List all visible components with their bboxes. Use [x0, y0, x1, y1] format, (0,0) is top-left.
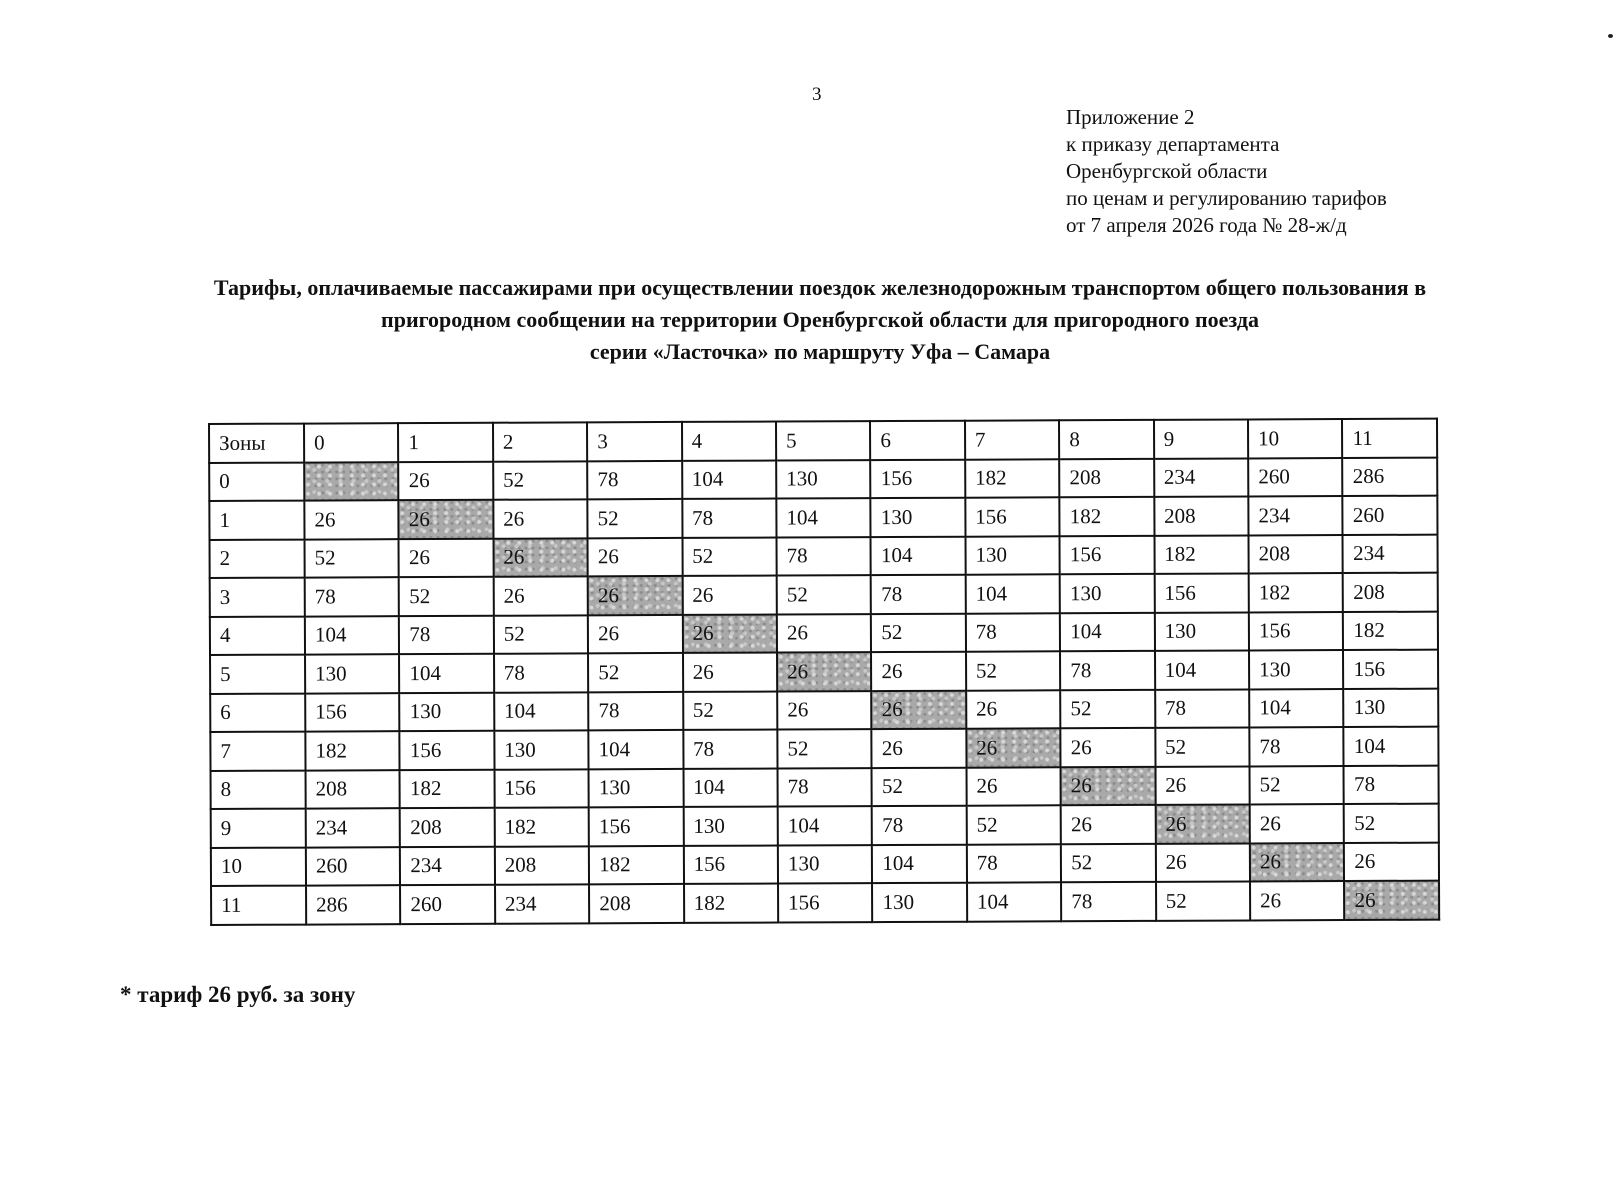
tariff-cell: 130 [400, 692, 495, 731]
tariff-cell: 130 [1060, 574, 1155, 613]
tariff-cell: 26 [777, 614, 872, 653]
title-line: серии «Ласточка» по маршруту Уфа – Самара [589, 339, 1051, 364]
tariff-cell: 130 [305, 654, 400, 693]
zone-label-cell: 2 [210, 539, 305, 578]
table-row [210, 688, 1438, 732]
tariff-cell: 156 [400, 731, 495, 770]
tariff-cell: 78 [683, 730, 778, 769]
tariff-table [208, 418, 1440, 926]
table-header-cell: 11 [1342, 419, 1437, 458]
table-row [210, 727, 1438, 771]
tariff-cell: 260 [1343, 496, 1438, 535]
table-header-cell: 10 [1248, 419, 1343, 458]
tariff-cell: 208 [589, 884, 684, 923]
tariff-cell: 130 [1249, 650, 1344, 689]
table-row [211, 842, 1439, 886]
tariff-cell: 78 [1155, 689, 1250, 728]
tariff-cell: 156 [778, 883, 873, 922]
tariff-cell: 26 [966, 690, 1061, 729]
tariff-cell [304, 462, 399, 501]
appendix-line: Приложение 2 [1066, 105, 1195, 129]
tariff-cell: 104 [1344, 727, 1439, 766]
tariff-cell: 78 [399, 615, 494, 654]
tariff-cell: 130 [778, 845, 873, 884]
document-title [140, 272, 1500, 368]
tariff-cell: 104 [1155, 650, 1250, 689]
tariff-cell: 26 [493, 538, 588, 577]
zone-label-cell: 9 [211, 809, 306, 848]
tariff-cell: 260 [1248, 458, 1343, 497]
tariff-cell: 130 [965, 536, 1060, 575]
tariff-cell: 156 [1060, 535, 1155, 574]
zone-label-cell: 6 [210, 693, 305, 732]
tariff-cell: 208 [1059, 458, 1154, 497]
tariff-cell: 208 [306, 770, 401, 809]
tariff-cell: 156 [1249, 612, 1344, 651]
tariff-cell: 260 [306, 847, 401, 886]
table-header-cell: Зоны [209, 424, 304, 463]
tariff-cell: 26 [683, 653, 778, 692]
tariff-cell: 104 [966, 574, 1061, 613]
tariff-cell: 182 [1249, 573, 1344, 612]
tariff-cell: 52 [1060, 689, 1155, 728]
zone-label-cell: 11 [211, 886, 306, 925]
tariff-cell: 130 [1344, 688, 1439, 727]
tariff-cell: 52 [1344, 804, 1439, 843]
tariff-cell: 26 [399, 538, 494, 577]
table-row [211, 804, 1439, 848]
tariff-cell: 104 [871, 536, 966, 575]
table-row [211, 765, 1439, 809]
tariff-cell: 78 [778, 768, 873, 807]
tariff-cell: 26 [1061, 728, 1156, 767]
tariff-cell: 52 [399, 577, 494, 616]
tariff-cell: 26 [872, 729, 967, 768]
tariff-cell: 130 [1154, 612, 1249, 651]
footnote: * тариф 26 руб. за зону [120, 982, 356, 1007]
tariff-cell: 26 [1155, 766, 1250, 805]
zone-label-cell: 7 [210, 732, 305, 771]
tariff-cell: 52 [1250, 766, 1345, 805]
tariff-cell: 104 [872, 844, 967, 883]
table-row [210, 650, 1438, 694]
tariff-cell: 156 [305, 693, 400, 732]
tariff-cell: 130 [683, 807, 778, 846]
tariff-cell: 78 [1061, 882, 1156, 921]
table-row [209, 457, 1437, 501]
appendix-reference [1066, 104, 1387, 239]
tariff-cell: 208 [1249, 535, 1344, 574]
tariff-cell: 26 [493, 499, 588, 538]
tariff-cell: 182 [965, 459, 1060, 498]
tariff-cell: 78 [967, 844, 1062, 883]
tariff-cell: 52 [777, 729, 872, 768]
tariff-cell: 26 [777, 652, 872, 691]
page-number: 3 [812, 84, 822, 105]
tariff-cell: 104 [494, 692, 589, 731]
tariff-cell: 234 [400, 846, 495, 885]
tariff-cell: 234 [495, 884, 590, 923]
tariff-cell: 78 [1249, 727, 1344, 766]
scan-speck [1608, 34, 1613, 38]
tariff-cell: 52 [966, 651, 1061, 690]
tariff-cell: 286 [1343, 457, 1438, 496]
tariff-cell: 104 [683, 768, 778, 807]
tariff-cell: 182 [589, 845, 684, 884]
tariff-cell: 26 [872, 690, 967, 729]
tariff-cell: 26 [682, 614, 777, 653]
tariff-cell: 182 [1154, 535, 1249, 574]
zone-label-cell: 1 [209, 501, 304, 540]
tariff-cell: 26 [1344, 842, 1439, 881]
appendix-line: Оренбургской области [1066, 159, 1268, 183]
tariff-cell: 260 [400, 885, 495, 924]
table-row [209, 496, 1437, 540]
tariff-cell: 104 [1249, 689, 1344, 728]
tariff-table-body [209, 419, 1439, 925]
table-header-cell: 8 [1059, 420, 1154, 459]
tariff-cell: 208 [1154, 496, 1249, 535]
table-header-cell: 7 [965, 420, 1060, 459]
tariff-cell: 26 [588, 614, 683, 653]
tariff-cell: 104 [305, 616, 400, 655]
table-header-cell: 3 [587, 422, 682, 461]
appendix-line: от 7 апреля 2026 года № 28-ж/д [1066, 213, 1347, 237]
tariff-cell: 286 [306, 885, 401, 924]
tariff-cell: 26 [588, 537, 683, 576]
table-header-cell: 6 [870, 421, 965, 460]
tariff-cell: 104 [1060, 612, 1155, 651]
tariff-cell: 52 [1156, 881, 1251, 920]
tariff-cell: 78 [305, 577, 400, 616]
table-header-cell: 5 [776, 421, 871, 460]
tariff-cell: 208 [400, 808, 495, 847]
table-header-cell: 4 [682, 422, 777, 461]
tariff-cell: 26 [966, 728, 1061, 767]
tariff-cell: 208 [495, 846, 590, 885]
tariff-cell: 182 [305, 731, 400, 770]
tariff-cell: 26 [588, 576, 683, 615]
tariff-cell: 52 [871, 613, 966, 652]
zone-label-cell: 5 [210, 655, 305, 694]
table-row [210, 611, 1438, 655]
tariff-cell: 78 [587, 460, 682, 499]
tariff-cell: 52 [494, 615, 589, 654]
tariff-cell: 26 [1250, 881, 1345, 920]
tariff-cell: 26 [777, 691, 872, 730]
tariff-cell: 104 [399, 654, 494, 693]
tariff-cell: 26 [399, 500, 494, 539]
title-line: Тарифы, оплачиваемые пассажирами при осуществлении поездок железнодорожным транспортом общего пользования в [213, 275, 1427, 300]
tariff-cell: 234 [1154, 458, 1249, 497]
tariff-cell: 156 [1343, 650, 1438, 689]
tariff-cell: 156 [683, 845, 778, 884]
tariff-cell: 26 [1344, 881, 1439, 920]
tariff-cell: 182 [1343, 611, 1438, 650]
tariff-cell: 52 [1061, 843, 1156, 882]
table-row [210, 534, 1438, 578]
tariff-cell: 234 [306, 808, 401, 847]
tariff-cell: 78 [588, 691, 683, 730]
tariff-cell: 52 [1155, 727, 1250, 766]
tariff-cell: 78 [871, 575, 966, 614]
tariff-cell: 234 [1343, 534, 1438, 573]
zone-label-cell: 4 [210, 616, 305, 655]
tariff-cell: 104 [778, 806, 873, 845]
appendix-line: по ценам и регулированию тарифов [1066, 186, 1387, 210]
tariff-cell: 130 [494, 730, 589, 769]
tariff-cell: 78 [966, 613, 1061, 652]
zone-label-cell: 0 [209, 462, 304, 501]
table-row [211, 881, 1439, 925]
tariff-cell: 156 [1154, 573, 1249, 612]
title-line: пригородном сообщении на территории Оренбургской области для пригородного поезда [381, 307, 1259, 332]
tariff-cell: 26 [966, 767, 1061, 806]
tariff-cell: 104 [682, 460, 777, 499]
tariff-cell: 104 [776, 498, 871, 537]
zone-label-cell: 8 [211, 770, 306, 809]
tariff-cell: 78 [494, 653, 589, 692]
tariff-cell: 26 [1155, 843, 1250, 882]
table-header-cell: 0 [304, 423, 399, 462]
appendix-line: к приказу департамента [1066, 132, 1280, 156]
tariff-cell: 52 [872, 767, 967, 806]
tariff-cell: 156 [589, 807, 684, 846]
tariff-cell: 234 [1248, 496, 1343, 535]
tariff-cell: 52 [493, 461, 588, 500]
tariff-cell: 26 [493, 576, 588, 615]
tariff-cell: 78 [1344, 765, 1439, 804]
table-header-cell: 9 [1154, 419, 1249, 458]
tariff-cell: 26 [399, 461, 494, 500]
tariff-cell: 78 [777, 537, 872, 576]
tariff-cell: 52 [588, 653, 683, 692]
table-header-row [209, 419, 1437, 463]
tariff-cell: 156 [871, 459, 966, 498]
tariff-cell: 26 [1250, 843, 1345, 882]
tariff-cell: 52 [588, 499, 683, 538]
tariff-cell: 26 [1061, 805, 1156, 844]
tariff-cell: 156 [494, 769, 589, 808]
table-row [210, 573, 1438, 617]
tariff-cell: 26 [1250, 804, 1345, 843]
tariff-cell: 156 [965, 497, 1060, 536]
tariff-cell: 78 [682, 499, 777, 538]
tariff-cell: 182 [400, 769, 495, 808]
tariff-cell: 26 [304, 500, 399, 539]
zone-label-cell: 3 [210, 578, 305, 617]
tariff-cell: 130 [589, 768, 684, 807]
tariff-cell: 182 [1060, 497, 1155, 536]
tariff-cell: 130 [872, 883, 967, 922]
tariff-cell: 130 [871, 498, 966, 537]
tariff-cell: 104 [967, 882, 1062, 921]
tariff-cell: 78 [1060, 651, 1155, 690]
tariff-cell: 182 [684, 884, 779, 923]
tariff-cell: 104 [589, 730, 684, 769]
tariff-cell: 78 [872, 806, 967, 845]
tariff-cell: 26 [1061, 766, 1156, 805]
table-header-cell: 2 [493, 422, 588, 461]
tariff-cell: 52 [777, 575, 872, 614]
tariff-cell: 52 [682, 537, 777, 576]
tariff-cell: 26 [1155, 804, 1250, 843]
tariff-cell: 182 [494, 807, 589, 846]
tariff-cell: 52 [305, 539, 400, 578]
tariff-cell: 26 [871, 652, 966, 691]
tariff-cell: 130 [776, 460, 871, 499]
tariff-cell: 52 [683, 691, 778, 730]
tariff-cell: 26 [682, 576, 777, 615]
zone-label-cell: 10 [211, 847, 306, 886]
tariff-cell: 52 [967, 805, 1062, 844]
table-header-cell: 1 [398, 423, 493, 462]
tariff-cell: 208 [1343, 573, 1438, 612]
